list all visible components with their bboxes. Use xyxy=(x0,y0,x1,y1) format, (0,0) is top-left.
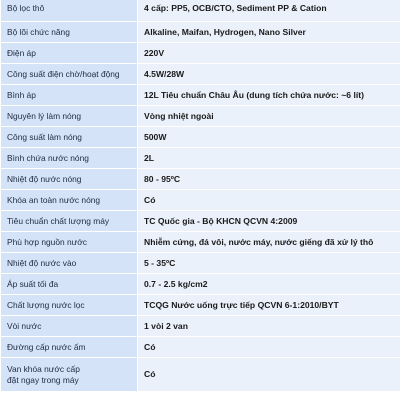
spec-row xyxy=(1,274,400,295)
spec-label: Bình áp xyxy=(1,85,138,106)
spec-label: Điện áp xyxy=(1,43,138,64)
spec-label: Công suất làm nóng xyxy=(1,127,138,148)
spec-table-body xyxy=(1,0,400,392)
spec-value: Alkaline, Maifan, Hydrogen, Nano Silver xyxy=(138,22,400,43)
spec-row xyxy=(1,22,400,43)
spec-label: Khóa an toàn nước nóng xyxy=(1,190,138,211)
spec-value: 0.7 - 2.5 kg/cm2 xyxy=(138,274,400,295)
spec-value: TCQG Nước uống trực tiếp QCVN 6-1:2010/BYT xyxy=(138,295,400,316)
spec-value: 500W xyxy=(138,127,400,148)
spec-row xyxy=(1,232,400,253)
spec-label-line: đặt ngay trong máy xyxy=(7,374,79,385)
spec-row xyxy=(1,253,400,274)
spec-row xyxy=(1,85,400,106)
spec-value: 4.5W/28W xyxy=(138,64,400,85)
spec-row xyxy=(1,0,400,22)
spec-row xyxy=(1,190,400,211)
spec-value: 4 cấp: PP5, OCB/CTO, Sediment PP & Cation xyxy=(138,0,400,22)
spec-label: Đường cấp nước ấm xyxy=(1,337,138,358)
spec-row xyxy=(1,295,400,316)
spec-label: Nhiệt độ nước vào xyxy=(1,253,138,274)
spec-value: 220V xyxy=(138,43,400,64)
spec-value: 12L Tiêu chuẩn Châu Âu (dung tích chứa nước: ~6 lít) xyxy=(138,85,400,106)
spec-value: Có xyxy=(138,358,400,392)
spec-value: 5 - 35ºC xyxy=(138,253,400,274)
spec-value: Nhiễm cứng, đá vôi, nước máy, nước giếng đã xử lý thô xyxy=(138,232,400,253)
spec-label: Công suất điện chờ/hoạt động xyxy=(1,64,138,85)
spec-row xyxy=(1,64,400,85)
spec-label: Chất lượng nước lọc xyxy=(1,295,138,316)
spec-row xyxy=(1,127,400,148)
spec-label: Nhiệt độ nước nóng xyxy=(1,169,138,190)
spec-value: Có xyxy=(138,337,400,358)
spec-label: Nguyên lý làm nóng xyxy=(1,106,138,127)
spec-value: Vòng nhiệt ngoài xyxy=(138,106,400,127)
spec-value: TC Quốc gia - Bộ KHCN QCVN 4:2009 xyxy=(138,211,400,232)
spec-row xyxy=(1,337,400,358)
spec-label: Áp suất tối đa xyxy=(1,274,138,295)
spec-value: 1 vòi 2 van xyxy=(138,316,400,337)
spec-value: 2L xyxy=(138,148,400,169)
spec-label xyxy=(1,358,138,392)
spec-label: Phù hợp nguồn nước xyxy=(1,232,138,253)
spec-label: Vòi nước xyxy=(1,316,138,337)
spec-row xyxy=(1,358,400,392)
spec-label: Bộ lõi chức năng xyxy=(1,22,138,43)
spec-row xyxy=(1,169,400,190)
spec-label: Bộ lọc thô xyxy=(1,0,138,22)
spec-label-line: Van khóa nước cấp xyxy=(7,363,80,374)
spec-row xyxy=(1,43,400,64)
spec-value: 80 - 95ºC xyxy=(138,169,400,190)
spec-value: Có xyxy=(138,190,400,211)
spec-label: Tiêu chuẩn chất lượng máy xyxy=(1,211,138,232)
spec-row xyxy=(1,316,400,337)
spec-label: Bình chứa nước nóng xyxy=(1,148,138,169)
spec-row xyxy=(1,106,400,127)
spec-row xyxy=(1,211,400,232)
spec-row xyxy=(1,148,400,169)
